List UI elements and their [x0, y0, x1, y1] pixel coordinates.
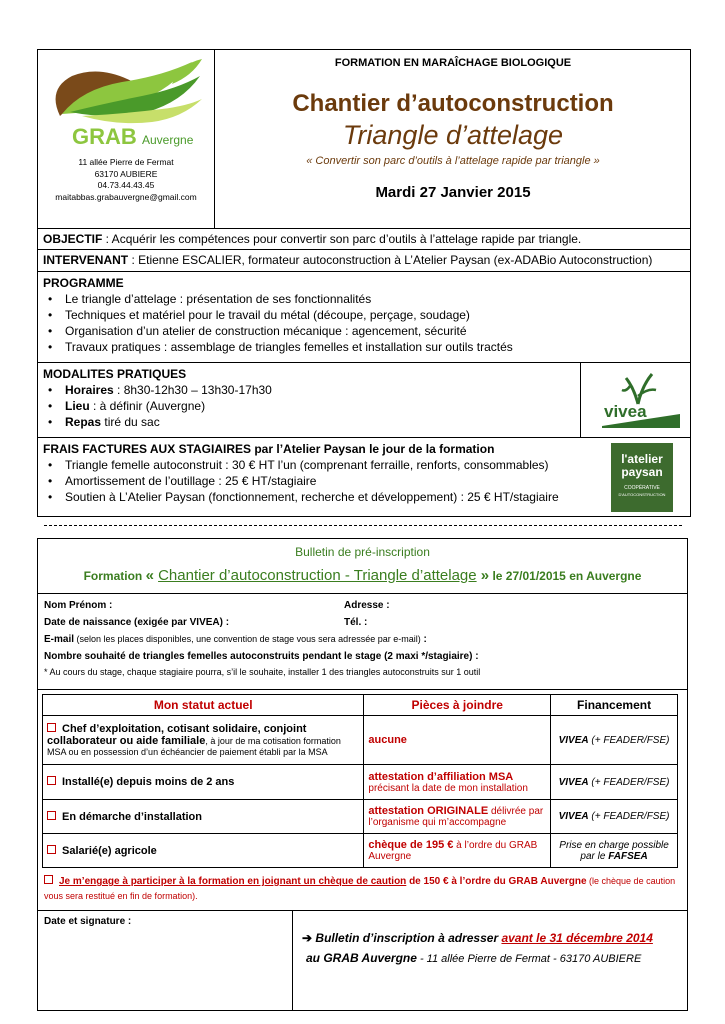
intervenant-label: INTERVENANT [43, 253, 129, 267]
fin-cell: VIVEA (+ FEADER/FSE) [551, 765, 678, 800]
address-line: 63170 AUBIERE [94, 168, 158, 179]
piece-cell: chèque de 195 € à l’ordre du GRAB Auvergne [364, 834, 551, 868]
grab-leaf-icon [42, 54, 212, 152]
programme-list [43, 291, 685, 355]
status-cell[interactable]: En démarche d’installation [43, 800, 364, 834]
programme-section [37, 272, 691, 363]
status-cell[interactable]: Chef d’exploitation, cotisant solidaire, conjoint collaborateur ou aide familiale, à jour de ma cotisation formation MSA ou en possession d’un échéancier de paiement établi par la MSA [43, 716, 364, 765]
address-line: 04.73.44.43.45 [97, 180, 155, 190]
formation-label: FORMATION EN MARAÎCHAGE BIOLOGIQUE [334, 57, 572, 69]
fields-rule [37, 689, 688, 690]
engagement-text[interactable]: Je m’engage à participer à la formation en joignant un chèque de caution de 150 € à l’ordre du GRAB Auvergne (le chèque de caution vous sera restitué en fin de formation). [44, 876, 676, 901]
frais-list [43, 457, 685, 505]
identity-fields [44, 597, 684, 679]
signature-label[interactable]: Date et signature : [44, 916, 132, 927]
bulletin-formation: Formation « Chantier d’autoconstruction - Triangle d’attelage » le 27/01/2015 en Auvergne [83, 567, 642, 584]
grab-address [39, 157, 213, 203]
table-header: Pièces à joindre [364, 695, 551, 716]
fin-cell: Prise en charge possible par le FAFSEA [551, 834, 678, 868]
fin-cell: VIVEA (+ FEADER/FSE) [551, 800, 678, 834]
signature-divider [292, 910, 293, 1011]
modalites-logo-divider [580, 363, 581, 438]
deadline: avant le 31 décembre 2014 [501, 931, 653, 945]
logo-text: GRAB [72, 124, 137, 149]
signature-rule [37, 910, 688, 911]
vivea-icon [590, 366, 686, 434]
cut-line [44, 525, 682, 526]
intervenant-section [37, 250, 691, 272]
status-cell[interactable]: Salarié(e) agricole [43, 834, 364, 868]
objectif-text: : Acquérir les compétences pour convertir son parc d’outils à l’attelage rapide par triangle. [102, 232, 582, 246]
intervenant-text: : Etienne ESCALIER, formateur autoconstruction à L’Atelier Paysan (ex-ADABio Autoconstruction) [128, 253, 653, 267]
atelier-logo-line: D'AUTOCONSTRUCTION [618, 492, 666, 497]
checkbox-icon[interactable] [47, 845, 56, 854]
status-table [42, 694, 678, 868]
page-subtitle: Triangle d’attelage [342, 120, 564, 150]
modalites-label: MODALITES PRATIQUES [43, 367, 187, 381]
adresse-field[interactable]: Adresse : [344, 600, 390, 611]
email-field[interactable]: E-mail (selon les places disponibles, une convention de stage vous sera adressée par e-mail) : [44, 634, 427, 645]
event-date: Mardi 27 Janvier 2015 [375, 184, 531, 201]
modalites-list [43, 382, 685, 430]
piece-cell: attestation d’affiliation MSA précisant la date de mon installation [364, 765, 551, 800]
page-title: Chantier d’autoconstruction [292, 90, 614, 117]
atelier-paysan-logo [611, 443, 673, 512]
address-line: maitabbas.grabauvergne@gmail.com [55, 191, 197, 202]
list-item: • Horaires : 8h30-12h30 – 13h30-17h30 [43, 382, 685, 398]
formation-name: Chantier d’autoconstruction - Triangle d’attelage [158, 567, 477, 584]
fin-cell: VIVEA (+ FEADER/FSE) [551, 716, 678, 765]
table-row [43, 834, 678, 868]
arrow-right-icon: ➔ [302, 931, 313, 945]
checkbox-icon[interactable] [47, 776, 56, 785]
vivea-logo [590, 366, 686, 434]
table-header-row [43, 695, 678, 716]
bulletin-title: Bulletin de pré-inscription [295, 545, 430, 559]
vivea-text: vivea [604, 402, 647, 421]
nom-field[interactable]: Nom Prénom : [44, 600, 113, 611]
piece-cell: aucune [364, 716, 551, 765]
table-row [43, 800, 678, 834]
table-row [43, 765, 678, 800]
atelier-logo-line: l'atelier [621, 452, 663, 466]
tel-field[interactable]: Tél. : [344, 617, 368, 628]
checkbox-icon[interactable] [44, 875, 53, 884]
list-item: • Lieu : à définir (Auvergne) [43, 398, 685, 414]
checkbox-icon[interactable] [47, 723, 56, 732]
list-item: • Organisation d’un atelier de construction mécanique : agencement, sécurité [43, 323, 685, 339]
list-item: • Amortissement de l’outillage : 25 € HT/stagiaire [43, 473, 685, 489]
atelier-logo-line: paysan [621, 465, 663, 479]
list-item: • Techniques et matériel pour le travail du métal (découpe, perçage, soudage) [43, 307, 685, 323]
table-row [43, 716, 678, 765]
atelier-logo-line: COOPÉRATIVE [624, 485, 660, 491]
list-item: • Travaux pratiques : assemblage de triangles femelles et installation sur outils tractés [43, 339, 685, 355]
tagline: « Convertir son parc d’outils à l’attelage rapide par triangle » [306, 155, 600, 167]
programme-label: PROGRAMME [43, 276, 124, 290]
send-instructions: ➔ Bulletin d’inscription à adresser avant le 31 décembre 2014 au GRAB Auvergne - 11 allée Pierre de Fermat - 63170 AUBIERE [302, 931, 653, 965]
table-header: Mon statut actuel [43, 695, 364, 716]
grab-logo [42, 54, 212, 152]
frais-section [37, 438, 691, 517]
list-item: • Soutien à L’Atelier Paysan (fonctionnement, recherche et développement) : 25 € HT/stagiaire [43, 489, 685, 505]
frais-label: FRAIS FACTURES AUX STAGIAIRES par l’Atelier Paysan le jour de la formation [43, 442, 495, 456]
list-item: • Le triangle d’attelage : présentation de ses fonctionnalités [43, 291, 685, 307]
objectif-label: OBJECTIF [43, 232, 103, 246]
address-line: 11 allée Pierre de Fermat [78, 157, 174, 167]
checkbox-icon[interactable] [47, 811, 56, 820]
list-item: • Triangle femelle autoconstruit : 30 € HT l’un (comprenant ferraille, renforts, consommables) [43, 457, 685, 473]
logo-sub: Auvergne [142, 133, 194, 147]
naissance-field[interactable]: Date de naissance (exigée par VIVEA) : [44, 617, 230, 628]
list-item: • Repas tiré du sac [43, 414, 685, 430]
bulletin-header-rule [37, 593, 688, 594]
objectif-section [37, 229, 691, 250]
triangles-field[interactable]: Nombre souhaité de triangles femelles autoconstruits pendant le stage (2 maxi */stagiaire) : [44, 651, 479, 662]
header-title-block [215, 56, 691, 201]
status-cell[interactable]: Installé(e) depuis moins de 2 ans [43, 765, 364, 800]
table-header: Financement [551, 695, 678, 716]
piece-cell: attestation ORIGINALE délivrée par l’organisme qui m’accompagne [364, 800, 551, 834]
triangles-note: * Au cours du stage, chaque stagiaire pourra, s’il le souhaite, installer 1 des triangles autoconstruits sur 1 outil [44, 667, 481, 677]
